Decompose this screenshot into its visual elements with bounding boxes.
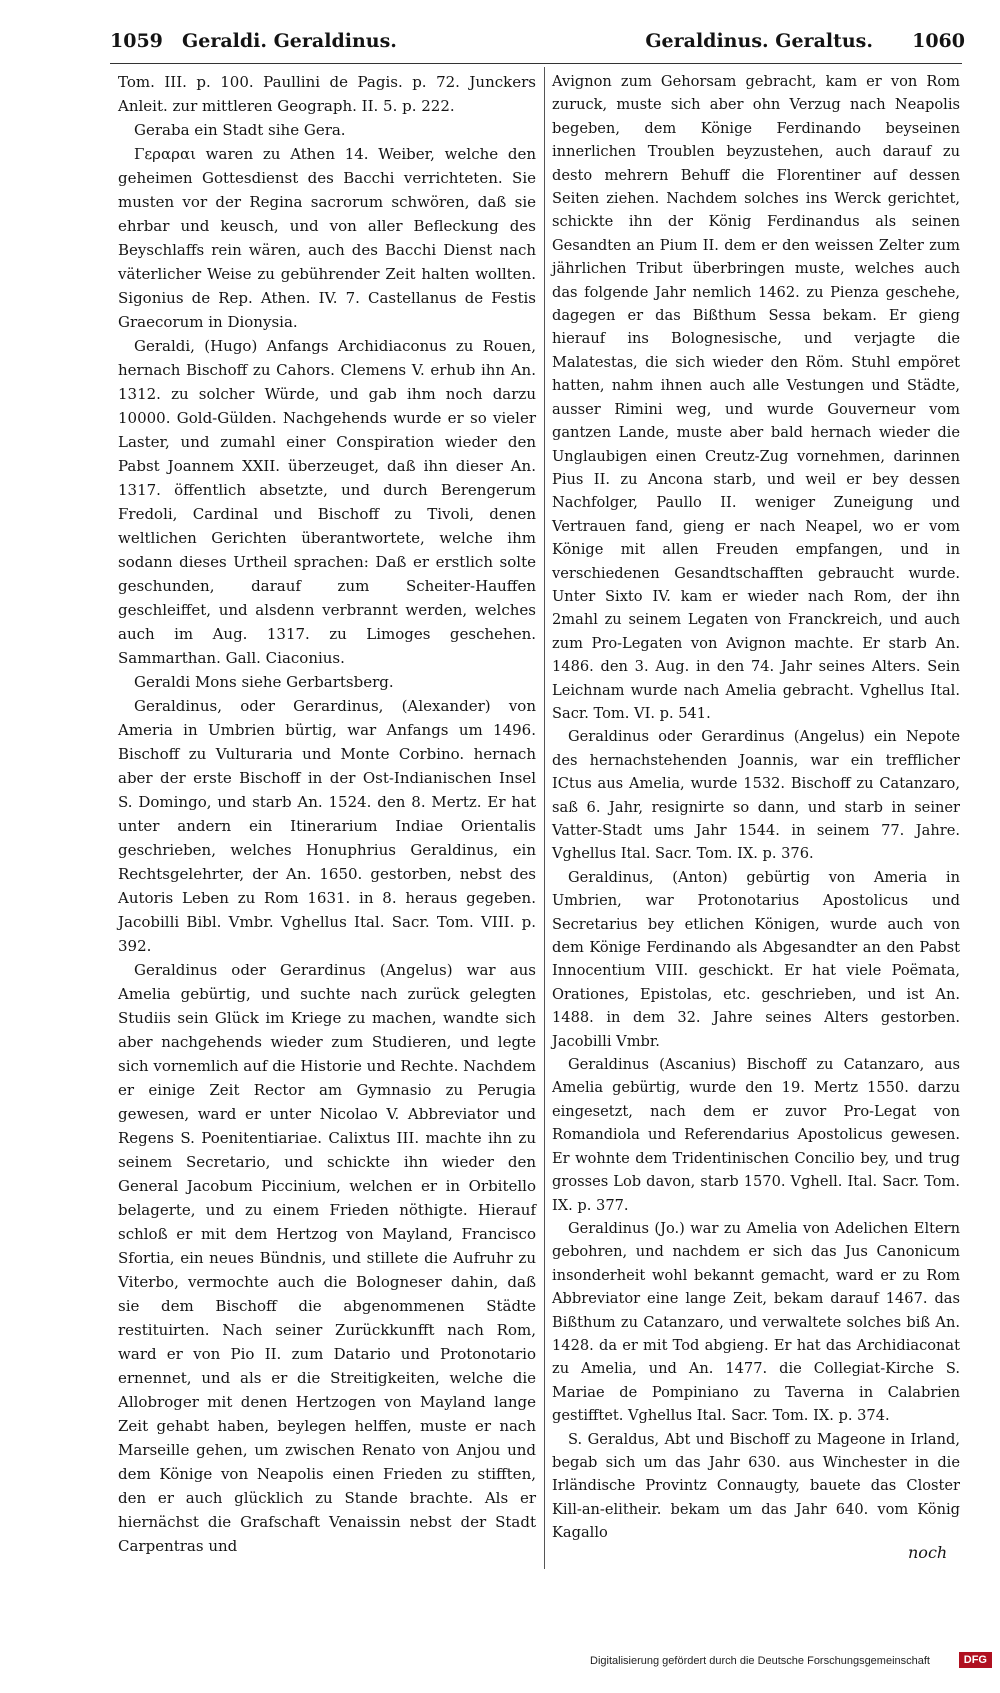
entry-paragraph: S. Geraldus, Abt und Bischoff zu Mageone in Irland, begab sich um das Jahr 630. aus Winchester in die Irländische Provintz Connaugty, bauete das Closter Kill-an-elitheir. bekam um das Jahr 640. vom König Kagallo: [552, 1430, 960, 1542]
entry-paragraph: Geraldinus oder Gerardinus (Angelus) ein Nepote des hernachstehenden Joannis, war ein trefflicher ICtus aus Amelia, wurde 1532. Bischoff zu Catanzaro, saß 6. Jahr, resignirte so dann, und starb in seiner Vatter-Stadt ums Jahr 1544. in seinem 77. Jahre. Vghellus Ital. Sacr. Tom. IX. p. 376.: [552, 728, 960, 863]
running-head-left: Geraldi. Geraldinus.: [182, 30, 397, 52]
entry-paragraph: Geraldinus oder Gerardinus (Angelus) war aus Amelia gebürtig, und suchte nach zurück gelegten Studiis sein Glück im Kriege zu machen, wandte sich aber nachgehends wieder zum Studieren, und legte sich vornemlich auf die Historie und Rechte. Nachdem er einige Zeit Rector am Gymnasio zu Perugia gewesen, ward er unter Nicolao V. Abbreviator und Regens S. Poenitentiariae. Calixtus III. machte ihn zu seinem Secretario, und schickte ihn wieder den General Jacobum Piccinium, welchen er in Orbitello belagerte, und zu einem Frieden nöthigte. Hierauf schloß er mit dem Hertzog von Mayland, Francisco Sfortia, ein neues Bündnis, und stillete die Aufruhr zu Viterbo, vermochte auch die Bologneser dahin, daß sie dem Bischoff die abgenommenen Städte restituirten. Nach seiner Zurückkunfft nach Rom, ward er von Pio II. zum Datario und Protonotario ernennet, und als er die Streitigkeiten, welche die Allobroger mit denen Hertzogen von Mayland lange Zeit gehabt haben, beylegen helffen, muste er nach Marseille gehen, um zwischen Renato von Anjou und dem Könige von Neapolis einen Frieden zu stifften, den er auch glücklich zu Stande brachte. Als er hiernächst die Grafschaft Venaissin nebst der Stadt Carpentras und: [118, 961, 536, 1555]
running-head-right: Geraldinus. Geraltus.: [645, 30, 873, 52]
column-divider: [544, 67, 545, 1569]
entry-paragraph: Geraldinus, oder Gerardinus, (Alexander) von Ameria in Umbrien bürtig, war Anfangs um 1496. Bischoff zu Vulturaria und Monte Corbino. hernach aber der erste Bischoff in der Ost-Indianischen Insel S. Domingo, und starb An. 1524. den 8. Mertz. Er hat unter andern ein Itinerarium Indiae Orientalis geschrieben, welches Honuphrius Geraldinus, ein Rechtsgelehrter, der An. 1650. gestorben, nebst des Autoris Leben zu Rom 1631. in 8. heraus gegeben. Jacobilli Bibl. Vmbr. Vghellus Ital. Sacr. Tom. VIII. p. 392.: [118, 697, 536, 955]
header-rule: [110, 63, 962, 64]
entry-paragraph: Geraldi, (Hugo) Anfangs Archidiaconus zu Rouen, hernach Bischoff zu Cahors. Clemens V. erhub ihn An. 1312. zu solcher Würde, und gab ihm noch darzu 10000. Gold-Gülden. Nachgehends wurde er so vieler Laster, und zumahl einer Conspiration wieder den Pabst Joannem XXII. überzeuget, daß ihn dieser An. 1317. öffentlich absetzte, und durch Berengerum Fredoli, Cardinal und Bischoff zu Tivoli, denen weltlichen Gerichten überantwortete, welche ihm sodann dieses Urtheil sprachen: Daß er erstlich solte geschunden, darauf zum Scheiter-Hauffen geschleiffet, und alsdenn verbrannt werden, welches auch im Aug. 1317. zu Limoges geschehen. Sammarthan. Gall. Ciaconius.: [118, 337, 536, 667]
entry-paragraph: Geraldinus (Ascanius) Bischoff zu Catanzaro, aus Amelia gebürtig, wurde den 19. Mertz 1550. darzu eingesetzt, nach dem er zuvor Pro-Legat von Romandiola und Referendarius Apostolicus gewesen. Er wohnte dem Tridentinischen Concilio bey, und trug grosses Lob davon, starb 1570. Vghell. Ital. Sacr. Tom. IX. p. 377.: [552, 1056, 960, 1214]
entry-paragraph: Geraldinus (Jo.) war zu Amelia von Adelichen Eltern gebohren, und nachdem er sich das Jus Canonicum insonderheit wohl bekannt gemacht, ward er zu Rom Abbreviator eine lange Zeit, bekam darauf 1467. das Bißthum zu Catanzaro, und verwaltete solches biß An. 1428. da er mit Tod abgieng. Er hat das Archidiaconat zu Amelia, und An. 1477. die Collegiat-Kirche S. Mariae de Pompiniano zu Taverna in Calabrien gestifftet. Vghellus Ital. Sacr. Tom. IX. p. 374.: [552, 1219, 960, 1425]
entry-paragraph: Tom. III. p. 100. Paullini de Pagis. p. 72. Junckers Anleit. zur mittleren Geograph. II. 5. p. 222.: [118, 73, 536, 115]
footer-credit: Digitalisierung gefördert durch die Deutsche Forschungsgemeinschaft: [590, 1655, 930, 1667]
entry-paragraph: Avignon zum Gehorsam gebracht, kam er von Rom zuruck, muste sich aber ohn Verzug nach Neapolis begeben, dem Könige Ferdinando beyseinen innerlichen Troublen beyzustehen, auch darauf zu desto mehrern Behuff die Florentiner auf dessen Seiten ziehen. Nachdem solches ins Werck gerichtet, schickte ihn der König Ferdinandus als seinen Gesandten an Pium II. dem er den weissen Zelter zum jährlichen Tribut überbringen muste, welches auch das folgende Jahr nemlich 1462. zu Pienza geschehe, dagegen er das Bißthum Sessa bekam. Er gieng hierauf ins Bolognesische, und verjagte die Malatestas, die sich wieder den Röm. Stuhl empöret hatten, nahm ihnen auch alle Vestungen und Städte, ausser Rimini weg, und wurde Gouverneur vom gantzen Lande, muste aber bald hernach wieder die Unglaubigen einen Creutz-Zug vornehmen, darinnen Pius II. zu Ancona starb, und weil er bey dessen Nachfolger, Paullo II. weniger Zuneigung und Vertrauen fand, gieng er nach Neapel, wo er vom Könige mit allen Freuden empfangen, und in verschiedenen Gesandtschafften gebraucht wurde. Unter Sixto IV. kam er wieder nach Rom, der ihn 2mahl zu seinem Legaten von Franckreich, und auch zum Pro-Legaten von Avignon machte. Er starb An. 1486. den 3. Aug. in den 74. Jahr seines Alters. Sein Leichnam wurde nach Amelia gebracht. Vghellus Ital. Sacr. Tom. VI. p. 541.: [552, 73, 960, 722]
entry-paragraph: Γεραραι waren zu Athen 14. Weiber, welche den geheimen Gottesdienst des Bacchi verrichteten. Sie musten vor der Regina sacrorum schwören, daß sie ehrbar und keusch, und von aller Befleckung des Beyschlaffs rein wären, auch des Bacchi Dienst nach väterlicher Weise zu gebührender Zeit halten wollten. Sigonius de Rep. Athen. IV. 7. Castellanus de Festis Graecorum in Dionysia.: [118, 145, 536, 331]
dfg-logo-icon: DFG: [959, 1652, 992, 1668]
catchword: noch: [908, 1543, 948, 1562]
entry-paragraph: Geraldi Mons siehe Gerbartsberg.: [134, 673, 394, 691]
page-number-right: 1060: [912, 30, 965, 52]
entry-paragraph: Geraba ein Stadt sihe Gera.: [134, 121, 346, 139]
left-column: [118, 70, 536, 1558]
entry-paragraph: Geraldinus, (Anton) gebürtig von Ameria in Umbrien, war Protonotarius Apostolicus und Secretarius bey etlichen Königen, wurde auch von dem Könige Ferdinando als Abgesandter an den Pabst Innocentium VIII. geschickt. Er hat viele Poëmata, Orationes, Epistolas, etc. geschrieben, und ist An. 1488. in dem 32. Jahre seines Alters gestorben. Jacobilli Vmbr.: [552, 868, 960, 1050]
page-header: [110, 30, 965, 66]
page-number-left: 1059: [110, 30, 163, 52]
right-column: [552, 70, 960, 1545]
